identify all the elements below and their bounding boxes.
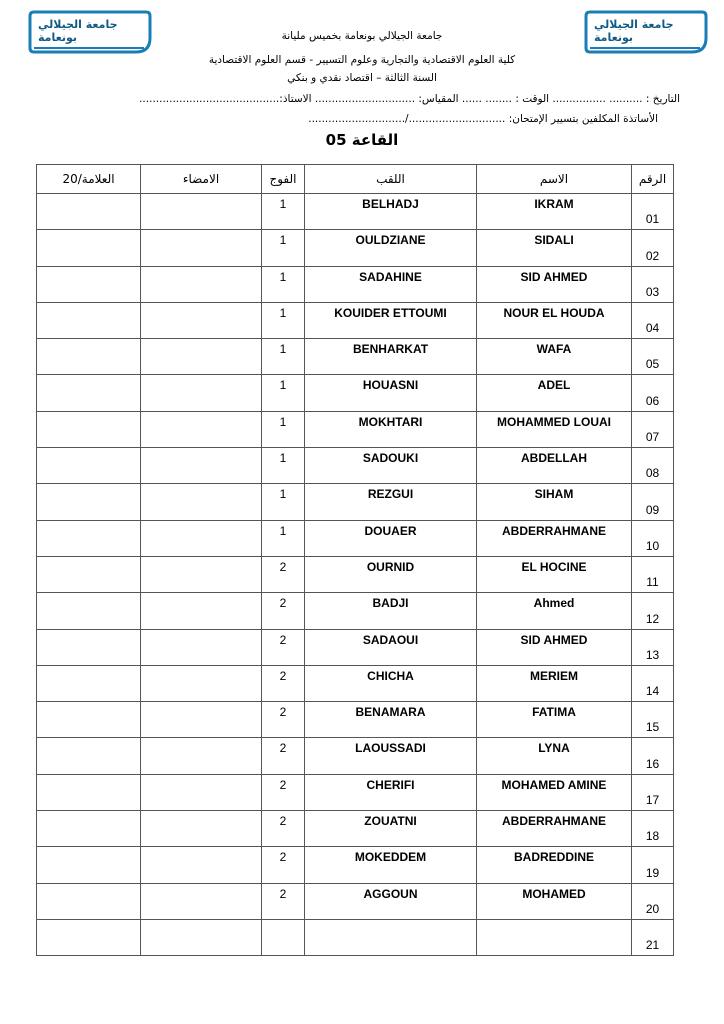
grade-cell	[37, 411, 141, 447]
table-row	[37, 774, 674, 810]
first-name-cell: ABDELLAH	[477, 448, 632, 484]
row-number: 01	[632, 194, 674, 230]
first-name-cell: MOHAMED	[477, 883, 632, 919]
signature-cell	[141, 593, 262, 629]
row-number: 08	[632, 448, 674, 484]
table-row	[37, 448, 674, 484]
grade-cell	[37, 629, 141, 665]
table-row	[37, 847, 674, 883]
header-num: الرقم	[632, 165, 674, 194]
header-last-name: اللقب	[305, 165, 477, 194]
signature-cell	[141, 411, 262, 447]
table-row	[37, 593, 674, 629]
last-name-cell: SADAHINE	[305, 266, 477, 302]
row-number: 19	[632, 847, 674, 883]
table-row	[37, 194, 674, 230]
grade-cell	[37, 484, 141, 520]
grade-cell	[37, 339, 141, 375]
first-name-cell	[477, 919, 632, 955]
grade-cell	[37, 194, 141, 230]
table-header-row	[37, 165, 674, 194]
group-cell: 2	[262, 556, 305, 592]
table-row	[37, 556, 674, 592]
first-name-cell: ABDERRAHMANE	[477, 811, 632, 847]
last-name-cell: ZOUATNI	[305, 811, 477, 847]
grade-cell	[37, 774, 141, 810]
first-name-cell: IKRAM	[477, 194, 632, 230]
header-group: الفوج	[262, 165, 305, 194]
last-name-cell: OULDZIANE	[305, 230, 477, 266]
group-cell: 1	[262, 520, 305, 556]
signature-cell	[141, 520, 262, 556]
last-name-cell: CHICHA	[305, 665, 477, 701]
proctors-line: الأساتذة المكلفين بتسيير الإمتحان: ............................./.............................	[308, 113, 658, 125]
grade-cell	[37, 302, 141, 338]
signature-cell	[141, 230, 262, 266]
row-number: 18	[632, 811, 674, 847]
last-name-cell: BENAMARA	[305, 702, 477, 738]
hall-title: القاعة 05	[325, 131, 399, 149]
grade-cell	[37, 847, 141, 883]
row-number: 07	[632, 411, 674, 447]
grade-cell	[37, 665, 141, 701]
row-number: 16	[632, 738, 674, 774]
grade-cell	[37, 520, 141, 556]
signature-cell	[141, 302, 262, 338]
last-name-cell: MOKHTARI	[305, 411, 477, 447]
last-name-cell: BELHADJ	[305, 194, 477, 230]
row-number: 14	[632, 665, 674, 701]
group-cell: 2	[262, 702, 305, 738]
signature-cell	[141, 448, 262, 484]
table-row	[37, 629, 674, 665]
table-row	[37, 266, 674, 302]
grade-cell	[37, 883, 141, 919]
grade-cell	[37, 811, 141, 847]
row-number: 04	[632, 302, 674, 338]
table-row	[37, 339, 674, 375]
grade-cell	[37, 230, 141, 266]
last-name-cell: CHERIFI	[305, 774, 477, 810]
row-number: 03	[632, 266, 674, 302]
group-cell: 1	[262, 266, 305, 302]
grade-cell	[37, 375, 141, 411]
signature-cell	[141, 774, 262, 810]
first-name-cell: SIDALI	[477, 230, 632, 266]
last-name-cell: BENHARKAT	[305, 339, 477, 375]
signature-cell	[141, 665, 262, 701]
logo-text: جامعة الجيلالي بونعامة	[38, 18, 118, 44]
grade-cell	[37, 738, 141, 774]
row-number: 06	[632, 375, 674, 411]
last-name-cell: DOUAER	[305, 520, 477, 556]
table-row	[37, 883, 674, 919]
group-cell: 2	[262, 665, 305, 701]
last-name-cell: SADAOUI	[305, 629, 477, 665]
table-row	[37, 375, 674, 411]
signature-cell	[141, 629, 262, 665]
grade-cell	[37, 593, 141, 629]
row-number: 10	[632, 520, 674, 556]
faculty-name: كلية العلوم الاقتصادية والتجارية وعلوم التسيير - قسم العلوم الاقتصادية	[208, 54, 516, 66]
group-cell: 2	[262, 774, 305, 810]
table-row	[37, 230, 674, 266]
row-number: 05	[632, 339, 674, 375]
first-name-cell: MERIEM	[477, 665, 632, 701]
table-row	[37, 665, 674, 701]
attendance-table	[36, 164, 674, 956]
grade-cell	[37, 702, 141, 738]
row-number: 02	[632, 230, 674, 266]
year-course: السنة الثالثة – اقتصاد نقدي و بنكي	[287, 72, 437, 84]
first-name-cell: WAFA	[477, 339, 632, 375]
first-name-cell: NOUR EL HOUDA	[477, 302, 632, 338]
first-name-cell: SID AHMED	[477, 629, 632, 665]
header-first-name: الاسم	[477, 165, 632, 194]
first-name-cell: MOHAMMED LOUAI	[477, 411, 632, 447]
signature-cell	[141, 738, 262, 774]
group-cell: 2	[262, 593, 305, 629]
group-cell: 1	[262, 230, 305, 266]
last-name-cell: MOKEDDEM	[305, 847, 477, 883]
group-cell: 1	[262, 484, 305, 520]
signature-cell	[141, 484, 262, 520]
logo-text: جامعة الجيلالي بونعامة	[594, 18, 674, 44]
group-cell: 1	[262, 194, 305, 230]
signature-cell	[141, 266, 262, 302]
first-name-cell: BADREDDINE	[477, 847, 632, 883]
last-name-cell: HOUASNI	[305, 375, 477, 411]
signature-cell	[141, 556, 262, 592]
last-name-cell: REZGUI	[305, 484, 477, 520]
group-cell: 1	[262, 339, 305, 375]
signature-cell	[141, 702, 262, 738]
signature-cell	[141, 883, 262, 919]
signature-cell	[141, 811, 262, 847]
row-number: 12	[632, 593, 674, 629]
row-number: 15	[632, 702, 674, 738]
group-cell: 2	[262, 883, 305, 919]
exam-info-line: التاريخ : .......... ................ الوقت : ........ ...... المقياس: .............................. الاستاذ:..........................................	[139, 93, 680, 105]
group-cell: 1	[262, 411, 305, 447]
last-name-cell: LAOUSSADI	[305, 738, 477, 774]
last-name-cell: OURNID	[305, 556, 477, 592]
grade-cell	[37, 919, 141, 955]
table-row	[37, 919, 674, 955]
group-cell: 1	[262, 302, 305, 338]
signature-cell	[141, 919, 262, 955]
first-name-cell: FATIMA	[477, 702, 632, 738]
row-number: 09	[632, 484, 674, 520]
row-number: 13	[632, 629, 674, 665]
grade-cell	[37, 556, 141, 592]
first-name-cell: ABDERRAHMANE	[477, 520, 632, 556]
signature-cell	[141, 194, 262, 230]
signature-cell	[141, 339, 262, 375]
last-name-cell: KOUIDER ETTOUMI	[305, 302, 477, 338]
signature-cell	[141, 375, 262, 411]
row-number: 11	[632, 556, 674, 592]
group-cell	[262, 919, 305, 955]
group-cell: 1	[262, 375, 305, 411]
last-name-cell	[305, 919, 477, 955]
first-name-cell: EL HOCINE	[477, 556, 632, 592]
group-cell: 2	[262, 629, 305, 665]
group-cell: 2	[262, 738, 305, 774]
grade-cell	[37, 266, 141, 302]
row-number: 20	[632, 883, 674, 919]
first-name-cell: SIHAM	[477, 484, 632, 520]
first-name-cell: LYNA	[477, 738, 632, 774]
group-cell: 1	[262, 448, 305, 484]
table-row	[37, 811, 674, 847]
group-cell: 2	[262, 811, 305, 847]
table-row	[37, 702, 674, 738]
first-name-cell: Ahmed	[477, 593, 632, 629]
last-name-cell: SADOUKI	[305, 448, 477, 484]
first-name-cell: SID AHMED	[477, 266, 632, 302]
group-cell: 2	[262, 847, 305, 883]
row-number: 21	[632, 919, 674, 955]
first-name-cell: ADEL	[477, 375, 632, 411]
table-row	[37, 520, 674, 556]
header-grade: العلامة/20	[37, 165, 141, 194]
table-row	[37, 302, 674, 338]
table-row	[37, 738, 674, 774]
table-row	[37, 484, 674, 520]
row-number: 17	[632, 774, 674, 810]
last-name-cell: AGGOUN	[305, 883, 477, 919]
table-row	[37, 411, 674, 447]
signature-cell	[141, 847, 262, 883]
first-name-cell: MOHAMED AMINE	[477, 774, 632, 810]
last-name-cell: BADJI	[305, 593, 477, 629]
header-signature: الامضاء	[141, 165, 262, 194]
university-name: جامعة الجيلالي بونعامة بخميس مليانة	[281, 30, 443, 42]
grade-cell	[37, 448, 141, 484]
